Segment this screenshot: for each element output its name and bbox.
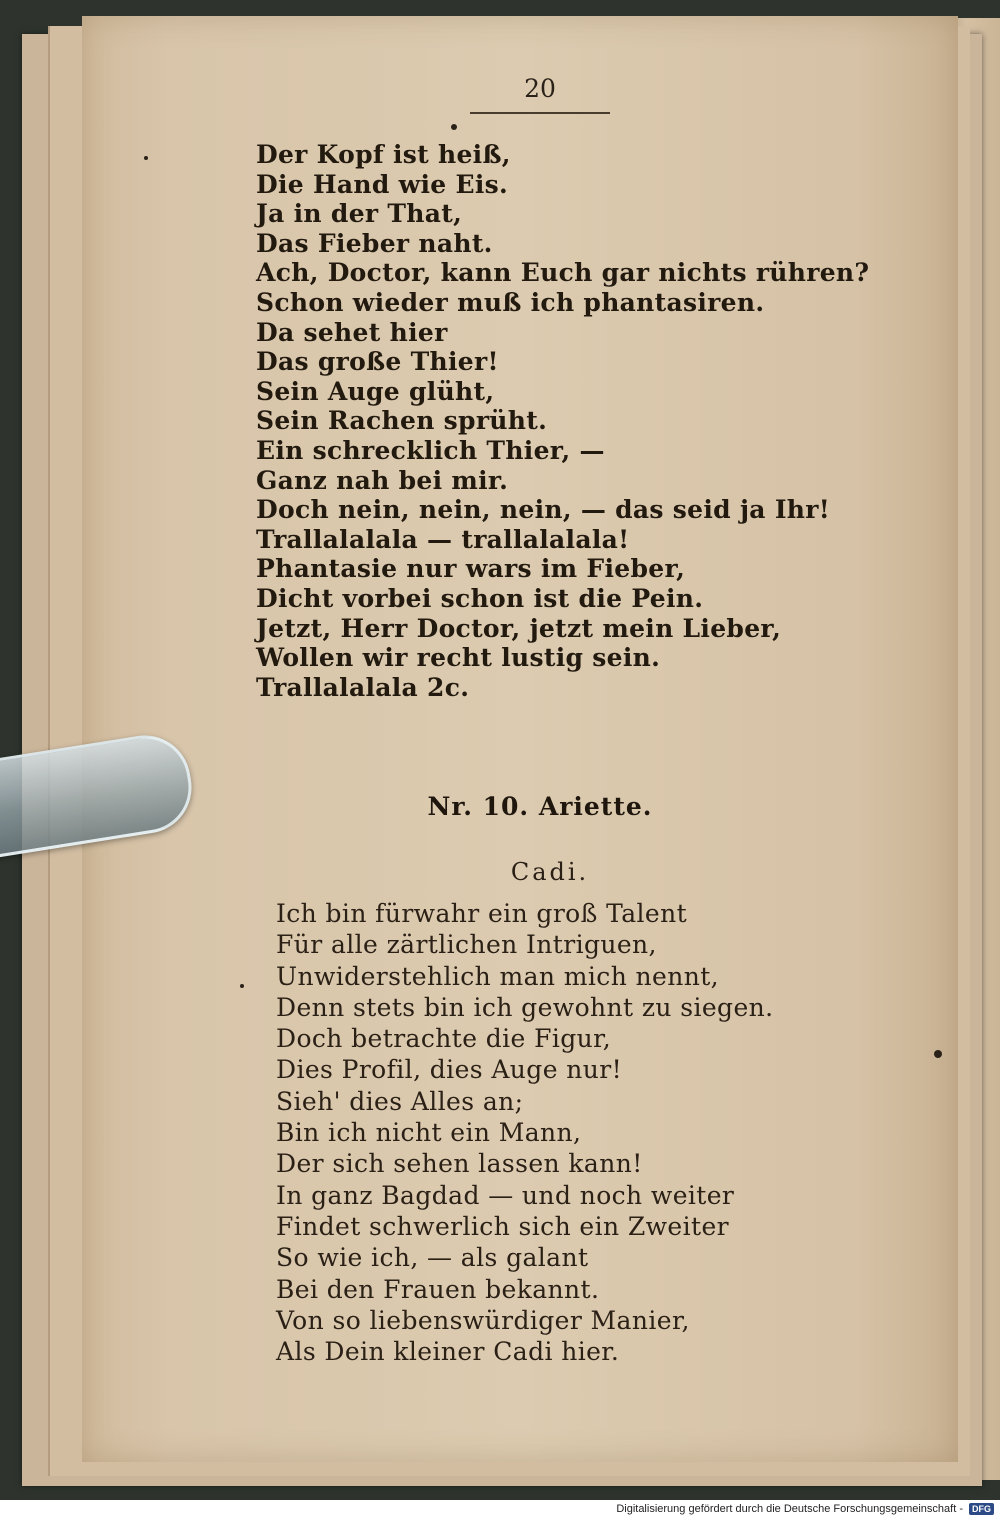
verse-line: Doch nein, nein, nein, — das seid ja Ihr!	[256, 495, 831, 525]
verse-line: Sein Rachen sprüht.	[256, 406, 548, 436]
verse-line: Sein Auge glüht,	[256, 376, 495, 406]
verse-line: Doch betrachte die Figur,	[276, 1024, 612, 1054]
verse-line: Jetzt, Herr Doctor, jetzt mein Lieber,	[256, 613, 782, 643]
ink-dot	[934, 1050, 942, 1058]
verse-line: Bei den Frauen bekannt.	[276, 1274, 600, 1304]
verse-line: Für alle zärtlichen Intriguen,	[276, 930, 657, 960]
verse-line: Trallalalala — trallalalala!	[256, 524, 630, 554]
verse-line: Das große Thier!	[256, 347, 499, 377]
verse-line: Ein schrecklich Thier, —	[256, 435, 605, 465]
verse-line: Trallalalala 2c.	[256, 672, 470, 702]
verse-line: Wollen wir recht lustig sein.	[256, 643, 661, 673]
verse-line: Der sich sehen lassen kann!	[276, 1149, 643, 1179]
verse-line: Die Hand wie Eis.	[256, 169, 509, 199]
verse-section-a	[256, 140, 869, 702]
footer-bar	[0, 1500, 1000, 1518]
page-number: 20	[524, 74, 556, 103]
verse-line: Denn stets bin ich gewohnt zu siegen.	[276, 992, 774, 1022]
verse-line: Sieh' dies Alles an;	[276, 1086, 524, 1116]
verse-line: Bin ich nicht ein Mann,	[276, 1118, 582, 1148]
verse-line: Unwiderstehlich man mich nennt,	[276, 961, 720, 991]
section-title: Nr. 10. Ariette.	[427, 792, 653, 821]
ink-dot	[144, 156, 148, 160]
verse-line: Dicht vorbei schon ist die Pein.	[256, 583, 704, 613]
page-number-rule	[470, 112, 610, 114]
section-subtitle: Cadi.	[510, 858, 590, 886]
ink-dot	[240, 984, 244, 988]
verse-line: So wie ich, — als galant	[276, 1243, 589, 1273]
verse-line: Schon wieder muß ich phantasiren.	[256, 287, 765, 317]
verse-line: Das Fieber naht.	[256, 228, 493, 258]
verse-line: Ganz nah bei mir.	[256, 465, 509, 495]
verse-line: Als Dein kleiner Cadi hier.	[276, 1337, 620, 1367]
verse-line: Ja in der That,	[256, 199, 463, 229]
verse-line: Dies Profil, dies Auge nur!	[276, 1055, 623, 1085]
verse-line: Der Kopf ist heiß,	[256, 140, 511, 169]
dfg-logo: DFG	[969, 1503, 994, 1515]
footer-credit: Digitalisierung gefördert durch die Deutsche Forschungsgemeinschaft -	[616, 1503, 963, 1515]
verse-line: Findet schwerlich sich ein Zweiter	[276, 1211, 730, 1241]
ink-dot	[451, 124, 457, 130]
verse-line: Von so liebenswürdiger Manier,	[276, 1305, 690, 1335]
verse-line: Ach, Doctor, kann Euch gar nichts rühren?	[256, 258, 870, 288]
verse-section-b	[276, 898, 774, 1367]
verse-line: In ganz Bagdad — und noch weiter	[276, 1180, 735, 1210]
verse-line: Da sehet hier	[256, 317, 448, 347]
verse-line: Phantasie nur wars im Fieber,	[256, 554, 686, 584]
verse-line: Ich bin fürwahr ein groß Talent	[276, 899, 688, 928]
